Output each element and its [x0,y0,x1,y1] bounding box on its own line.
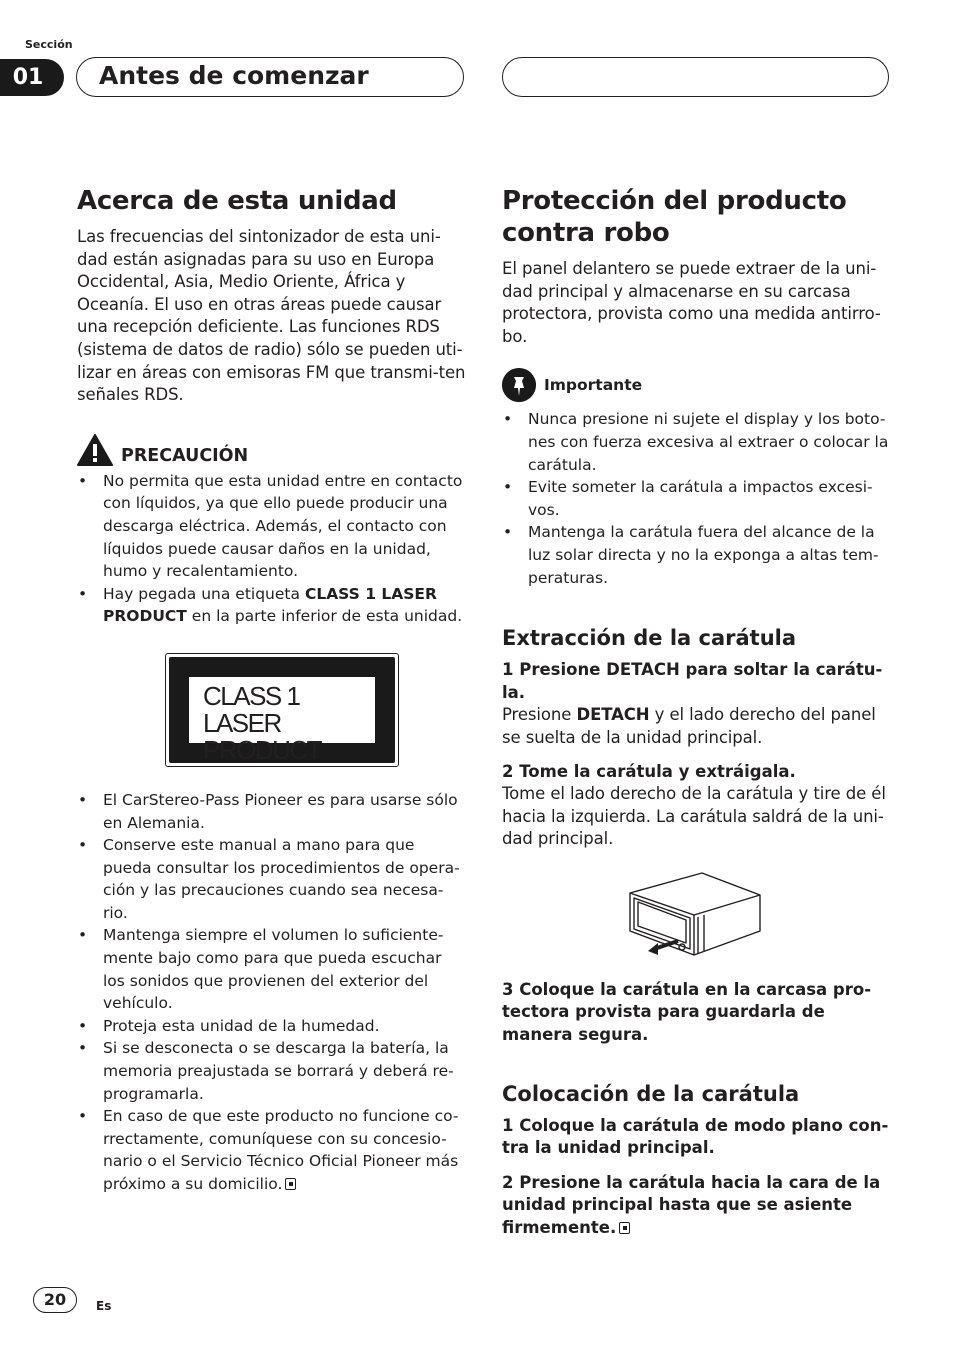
note-item: • Proteja esta unidad de la humedad. [77,1015,467,1038]
caution-list [77,470,467,628]
subsection-title-extract: Extracción de la carátula [502,626,797,651]
end-of-section-icon [285,1178,296,1190]
page-number: 20 [33,1287,77,1313]
laser-label-line1: CLASS 1 [203,680,300,711]
laser-label-line2: LASER PRODUCT [203,707,322,765]
note-item: • Si se desconecta o se descarga la batería, la memoria preajustada se borrará y deberá re-programarla. [77,1037,467,1105]
warning-triangle-icon [77,434,113,466]
caution-item-laser: • Hay pegada una etiqueta CLASS 1 LASER PRODUCT en la parte inferior de esta unidad. [77,583,467,628]
important-list [502,408,892,589]
extract-step-3: 3 Coloque la carátula en la carcasa pro-tectora provista para guardarla de manera segura. [502,979,872,1045]
section-number-badge: 01 [0,59,64,96]
caution-heading [77,434,467,466]
note-item: • Mantenga siempre el volumen lo suficiente-mente bajo como para que pueda escuchar los sonidos que provienen del exterior del vehículo. [77,924,467,1014]
chapter-title-pill [76,57,464,97]
important-item: • Evite someter la carátula a impactos excesi-vos. [502,476,892,521]
note-item: • El CarStereo-Pass Pioneer es para usarse sólo en Alemania. [77,789,467,834]
attach-step-1: 1 Coloque la carátula de modo plano con-tra la unidad principal. [502,1115,889,1158]
extract-step-1: 1 Presione DETACH para soltar la carátu-la. [502,660,883,702]
section-title-theft-protection: Protección del producto contra robo [502,186,847,248]
caution-item: • No permita que esta unidad entre en contacto con líquidos, ya que ello puede producir una descarga eléctrica. Además, el contacto con líquidos puede causar daños en la unidad, humo y recalentamiento. [77,470,467,583]
extract-step-1-desc: Presione DETACH y el lado derecho del panel se suelta de la unidad principal. [502,705,876,747]
about-unit-intro: Las frecuencias del sintonizador de esta uni-dad están asignadas para su uso en Europa Occidental, Asia, Medio Oriente, África y Oceanía. El uso en otras áreas puede causar una recepción deficiente. Las funciones RDS (sistema de datos de radio) sólo se pueden uti-lizar en áreas con emisoras FM que transmi-ten señales RDS. [77,227,466,405]
language-code: Es [96,1299,112,1313]
empty-header-pill [502,57,889,97]
note-item: • Conserve este manual a mano para que pueda consultar los procedimientos de opera-ción y las precauciones cuando sea necesa-rio. [77,834,467,924]
left-column [77,185,467,1196]
important-item: • Mantenga la carátula fuera del alcance de la luz solar directa y no la exponga a altas tem-peraturas. [502,521,892,589]
attach-step-2: 2 Presione la carátula hacia la cara de la unidad principal hasta que se asiente firmemente. [502,1172,881,1238]
end-of-section-icon [619,1222,630,1234]
section-title-about-unit: Acerca de esta unidad [77,186,397,216]
important-title: Importante [544,376,643,395]
caution-title: PRECAUCIÓN [121,445,249,466]
detach-faceplate-illustration [624,871,764,963]
laser-product-label [165,653,399,767]
chapter-title: Antes de comenzar [99,61,369,90]
subsection-title-attach: Colocación de la carátula [502,1081,800,1106]
theft-protection-intro: El panel delantero se puede extraer de la uni-dad principal y almacenarse en su carcasa protectora, provista como una medida antirro-bo. [502,259,881,346]
extract-step-2-desc: Tome el lado derecho de la carátula y tire de él hacia la izquierda. La carátula saldrá de la uni-dad principal. [502,784,886,849]
important-heading [502,368,892,402]
right-column [502,185,892,1240]
important-pin-icon [502,368,536,402]
notes-list [77,789,467,1196]
note-item-last: • En caso de que este producto no funcione co-rrectamente, comuníquese con su concesio-nario o el Servicio Técnico Oficial Pioneer más próximo a su domicilio. [77,1105,467,1195]
important-item: • Nunca presione ni sujete el display y los boto-nes con fuerza excesiva al extraer o colocar la carátula. [502,408,892,476]
section-label: Sección [25,38,73,51]
extract-step-2: 2 Tome la carátula y extráigala. [502,761,796,781]
